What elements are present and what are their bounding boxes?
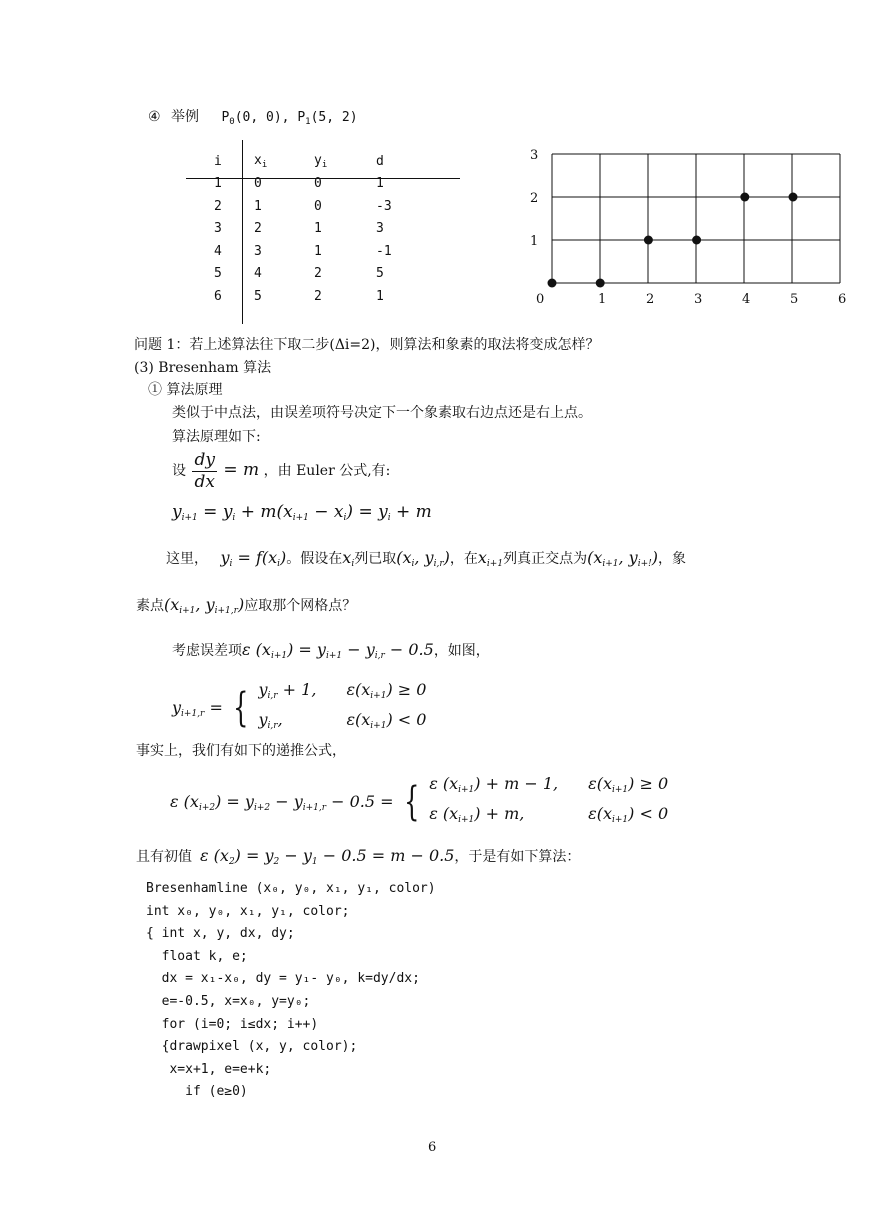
pixel-grid-chart [520, 145, 850, 315]
x-tick-label: 0 [536, 292, 545, 307]
cell: 2 [214, 198, 222, 214]
iteration-table [186, 140, 460, 325]
question-1: 问题 1：若上述算法往下取二步(Δi=2)，则算法和象素的取法将变成怎样？ [134, 337, 600, 353]
header-i: i [214, 153, 222, 169]
cell: 6 [214, 288, 222, 304]
pixel-point [644, 236, 653, 245]
eq-suffix: ，由 Euler 公式,有: [263, 463, 391, 479]
principle-heading: ① 算法原理 [148, 382, 223, 398]
equation-slope: 设 $\frac{dy}{dx}$ = m ，由 Euler 公式,有: [172, 449, 391, 492]
code-block [146, 878, 436, 1104]
cell: 1 [314, 243, 322, 259]
table-row [186, 240, 392, 263]
code-line: dx = x₁-x₀, dy = y₁- y₀, k=dy/dx; [146, 971, 420, 987]
code-line: x=x+1, e=e+k; [146, 1061, 272, 1077]
fraction-dy-dx: $\frac{dy}{dx}$ [194, 449, 215, 492]
y-tick-label: 1 [530, 234, 539, 249]
example-line [148, 108, 358, 131]
y-tick-label: 2 [530, 191, 539, 206]
section-heading: (3) Bresenham 算法 [134, 360, 272, 376]
example-marker: ④ [148, 109, 161, 125]
cell: 5 [376, 266, 384, 282]
equation-euler: $y_{i+1} = y_i + m(x_{i+1} - x_i) = y_i + m$ [172, 502, 432, 523]
table-row [186, 218, 392, 241]
code-line: e=-0.5, x=x₀, y=y₀; [146, 993, 311, 1009]
initial-value-line: 且有初值 ε $(x_2) = y_2 - y_1 - 0.5 = m - 0.5$，于是有如下算法： [136, 846, 581, 867]
code-line: Bresenhamline (x₀, y₀, x₁, y₁, color) [146, 881, 436, 896]
pixel-point [789, 193, 798, 202]
example-points: $P_0(0$, 0), $P_1(5$, 2) [221, 110, 358, 127]
pixel-point [692, 236, 701, 245]
x-tick-label: 4 [742, 292, 751, 307]
cell: 4 [254, 266, 262, 282]
x-tick-label: 3 [694, 292, 703, 307]
cell: -3 [376, 198, 392, 214]
cell: 4 [214, 243, 222, 259]
x-tick-label: 5 [790, 292, 799, 307]
code-line: { int x, y, dx, dy; [146, 926, 295, 942]
table-row [186, 173, 392, 196]
x-tick-label: 1 [598, 292, 607, 307]
x-tick-label: 6 [838, 292, 847, 307]
cell: 1 [376, 288, 384, 304]
pixel-point [548, 279, 557, 288]
cell: 1 [254, 198, 262, 214]
pixel-point [740, 193, 749, 202]
consider-line: 考虑误差项ε $(x_{i+1}) = y_{i+1} - y_{i,r} - 0.5$，如图， [172, 640, 490, 661]
example-label: 举例 [171, 109, 200, 125]
cell: -1 [376, 243, 392, 259]
cell: 2 [254, 221, 262, 237]
equation-piecewise-y: $y_{i+1,r}$ = { $y_{i,r} + 1$, $\varepsilon(x_{i+1}) \ge 0$ $y_{i,r}$, $\varepsilon(x_{i+1}) < 0$ [172, 680, 427, 731]
equation-recurrence: ε $(x_{i+2}) = y_{i+2} - y_{i+1,r} - 0.5$ = { ε $(x_{i+1}) + m - 1$, $\varepsilon(x_{i+1}) \ge 0$ ε $(x_{i+1}) + m$, $\varepsilon(x_{i+1}) < 0$ [170, 774, 669, 825]
table-row [186, 263, 392, 286]
y-tick-label: 3 [530, 148, 539, 163]
cell: 1 [314, 221, 322, 237]
principle-text-2: 算法原理如下: [172, 429, 261, 445]
header-y: $y_i$ [314, 152, 328, 170]
cell: 2 [314, 266, 322, 282]
eq-prefix: 设 [172, 463, 186, 479]
code-line: int x₀, y₀, x₁, y₁, color; [146, 903, 350, 919]
table-row [186, 195, 392, 218]
code-line: float k, e; [146, 948, 248, 964]
code-line: {drawpixel (x, y, color); [146, 1039, 358, 1055]
cell: 5 [214, 266, 222, 282]
x-tick-label: 2 [646, 292, 655, 307]
table-grid [186, 150, 392, 308]
principle-text-1: 类似于中点法，由误差项符号决定下一个象素取右边点还是右上点。 [172, 405, 592, 421]
cell: 0 [314, 176, 322, 192]
code-line: if (e≥0) [146, 1084, 248, 1100]
header-x: $x_i$ [254, 152, 268, 170]
table-row [186, 285, 392, 308]
cell: 2 [314, 288, 322, 304]
page-number: 6 [428, 1140, 437, 1155]
pixel-point [596, 279, 605, 288]
cell: 3 [376, 221, 384, 237]
here-line: 这里， $y_i = f(x_i)$。假设在$x_i$列已取($x_i$, $y_{i,r}$)，在$x_{i+1}$列真正交点为($x_{i+1}$, $y_{i+!}$)，象 [166, 548, 687, 569]
table-header-row [186, 150, 392, 173]
code-line: for (i=0; i≤dx; i++) [146, 1016, 319, 1032]
cell: 0 [254, 176, 262, 192]
fact-line: 事实上，我们有如下的递推公式， [136, 743, 346, 759]
cell: 1 [214, 176, 222, 192]
header-d: d [376, 153, 384, 169]
cell: 0 [314, 198, 322, 214]
cell: 3 [214, 221, 222, 237]
cell: 1 [376, 176, 384, 192]
cell: 5 [254, 288, 262, 304]
pixel-line: 素点($x_{i+1}$, $y_{i+1,r}$)应取那个网格点？ [136, 595, 357, 616]
cell: 3 [254, 243, 262, 259]
